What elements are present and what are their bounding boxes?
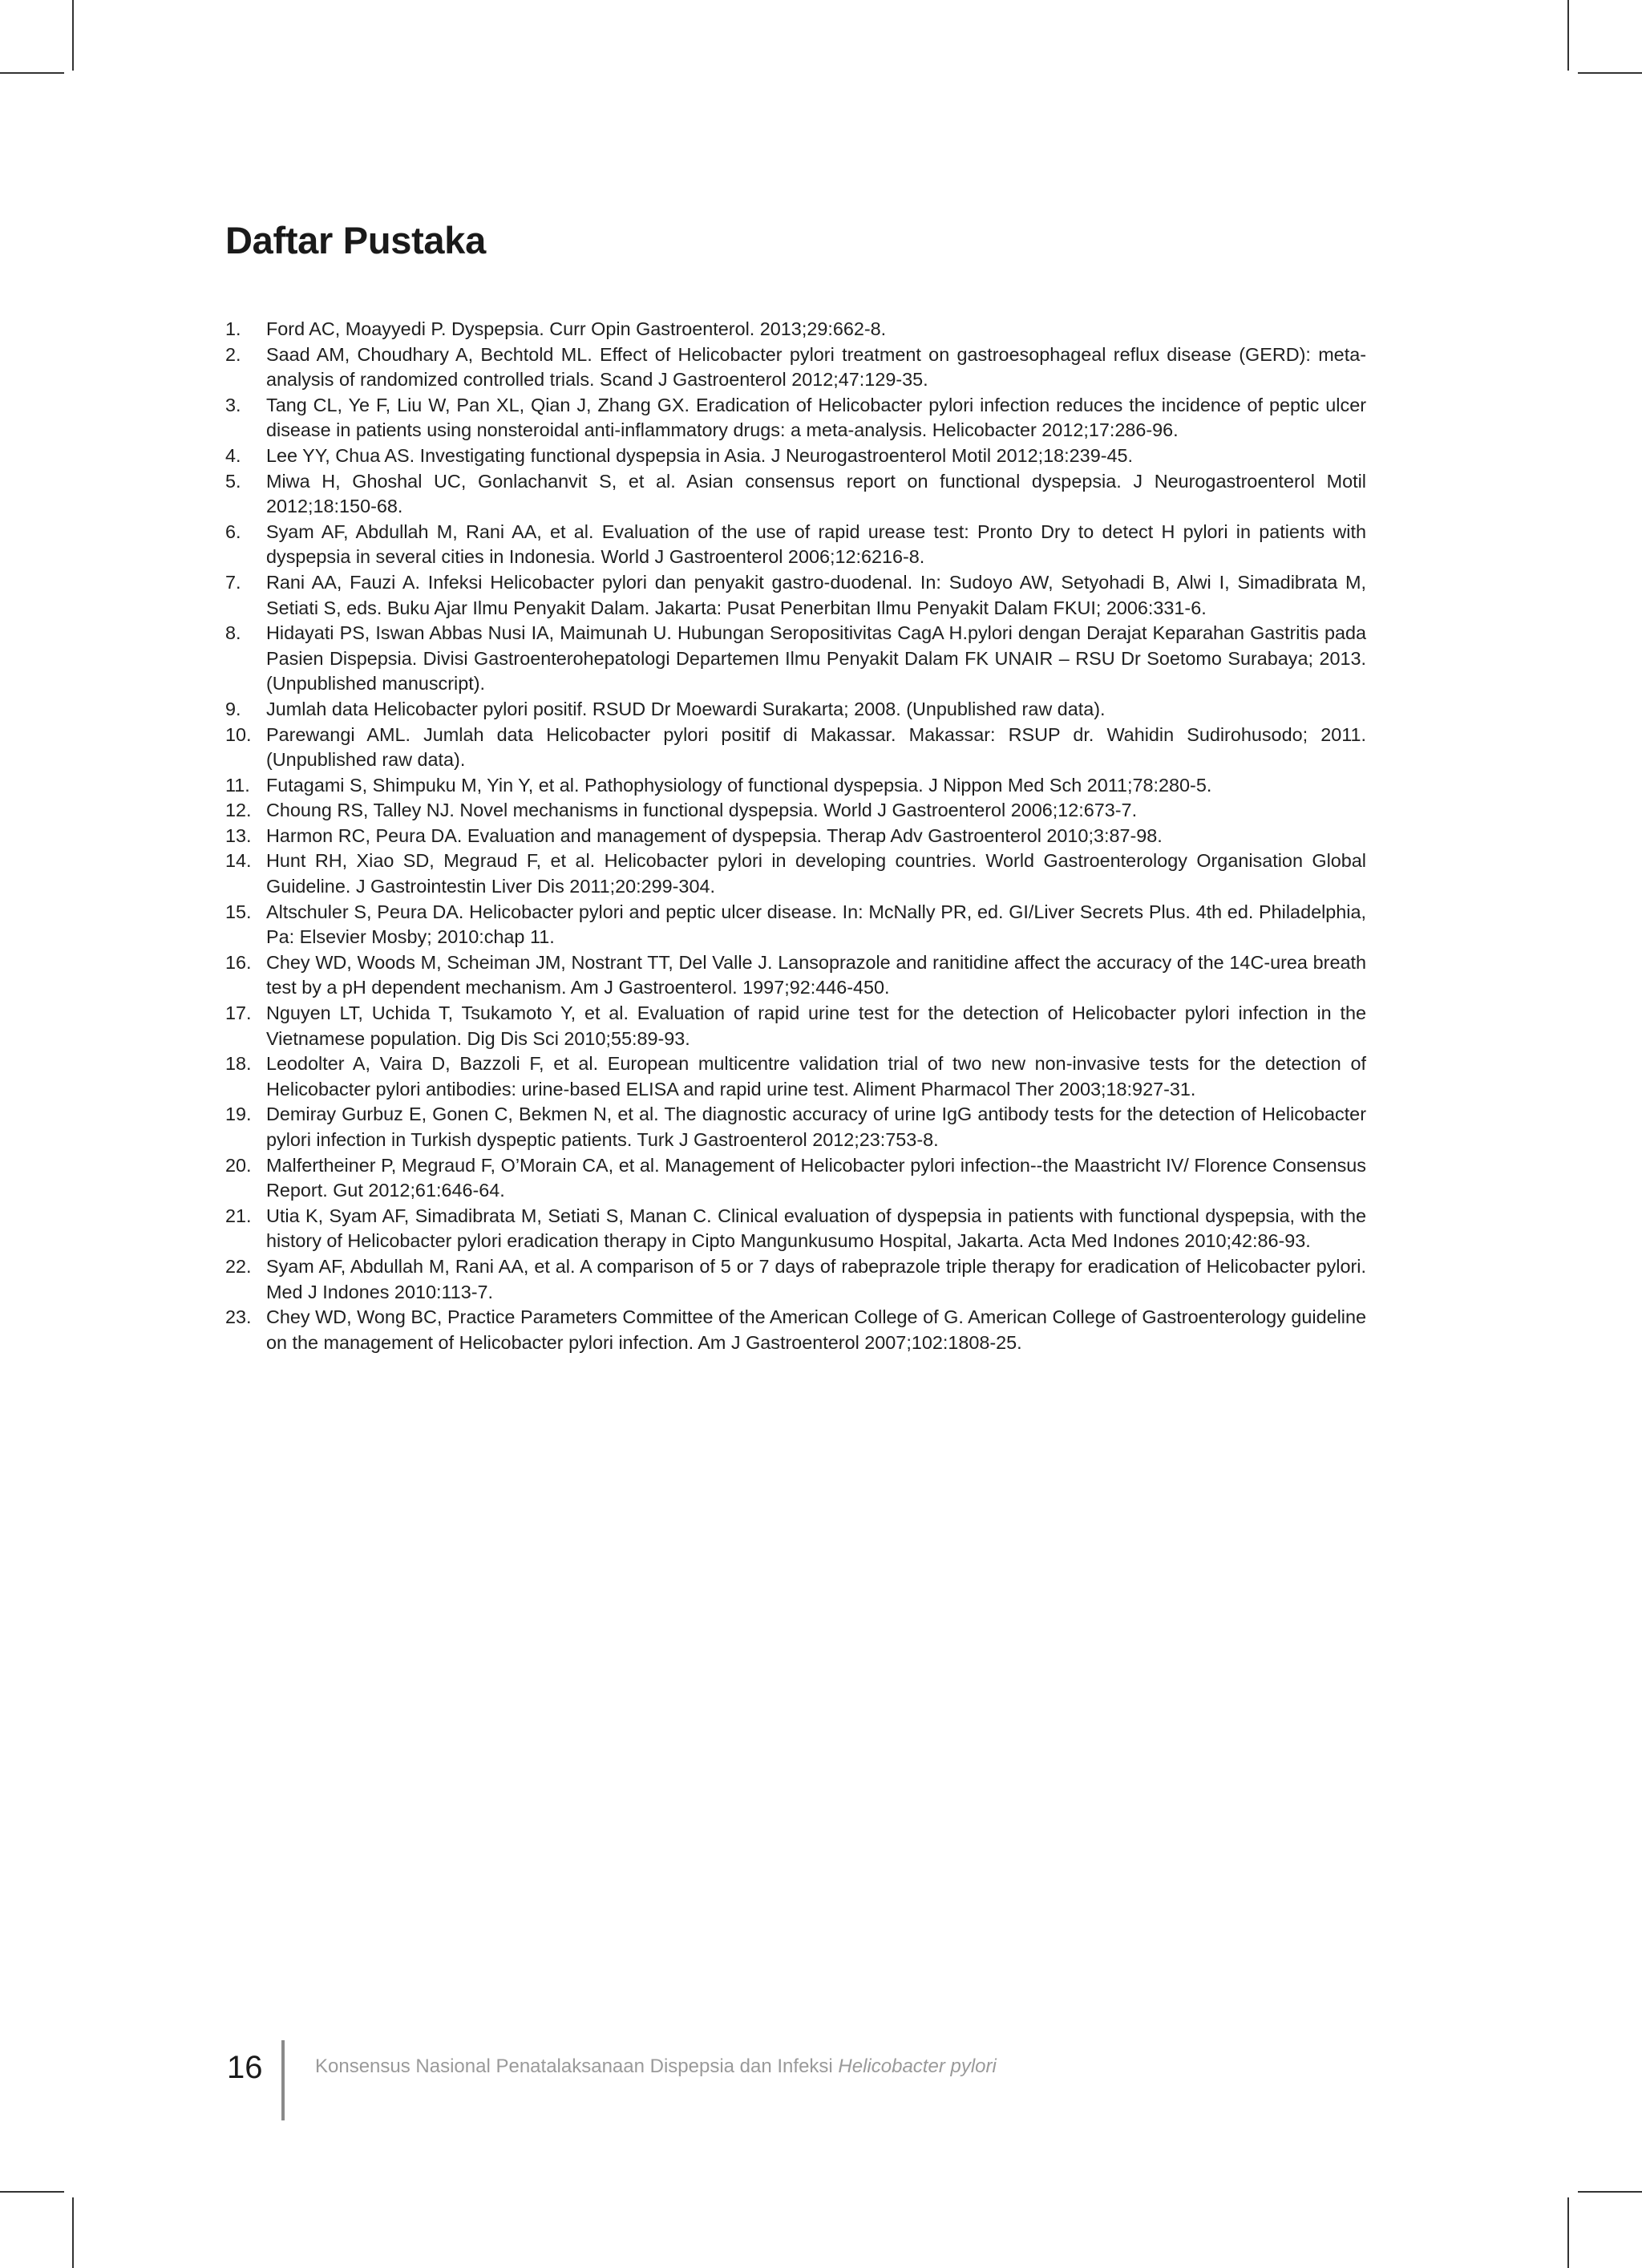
reference-text: Chey WD, Wong BC, Practice Parameters Committee of the American College of G. American College of Gastroenterology guideline on the management of Helicobacter pylori infection. Am J Gastroenterol 2007;102:1808-25.: [266, 1306, 1366, 1353]
reference-item: [225, 520, 1366, 570]
footer-divider: [281, 2040, 285, 2120]
reference-number: 5.: [225, 470, 241, 492]
reference-text: Demiray Gurbuz E, Gonen C, Bekmen N, et al. The diagnostic accuracy of urine IgG antibody tests for the detection of Helicobacter pylori infection in Turkish dyspeptic patients. Turk J Gastroenterol 2012;23:753-8.: [266, 1104, 1366, 1150]
reference-number: 7.: [225, 571, 241, 593]
reference-item: [225, 317, 1366, 342]
reference-item: [225, 469, 1366, 520]
reference-item: [225, 570, 1366, 621]
reference-text: Ford AC, Moayyedi P. Dyspepsia. Curr Opin Gastroenterol. 2013;29:662-8.: [266, 318, 887, 339]
crop-mark-top-right-horizontal: [1578, 72, 1642, 74]
reference-number: 2.: [225, 343, 241, 365]
running-footer-italic: Helicobacter pylori: [838, 2055, 997, 2077]
running-footer: [315, 2055, 997, 2078]
reference-number: 17.: [225, 1002, 252, 1024]
crop-mark-top-right-vertical: [1567, 0, 1569, 71]
reference-list: [225, 317, 1366, 1355]
reference-number: 9.: [225, 698, 241, 719]
crop-mark-bottom-left-vertical: [72, 2197, 74, 2268]
reference-text: Nguyen LT, Uchida T, Tsukamoto Y, et al. Evaluation of rapid urine test for the detection of Helicobacter pylori infection in the Vietnamese population. Dig Dis Sci 2010;55:89-93.: [266, 1002, 1366, 1049]
reference-item: [225, 393, 1366, 443]
reference-item: [225, 1204, 1366, 1254]
crop-mark-top-left-horizontal: [0, 72, 64, 74]
reference-item: [225, 1254, 1366, 1305]
reference-text: Saad AM, Choudhary A, Bechtold ML. Effect of Helicobacter pylori treatment on gastroesophageal reflux disease (GERD): meta-analysis of randomized controlled trials. Scand J Gastroenterol 2012;47:129-35.: [266, 343, 1366, 391]
reference-number: 6.: [225, 520, 241, 542]
reference-item: [225, 1001, 1366, 1051]
reference-number: 13.: [225, 824, 252, 846]
reference-item: [225, 848, 1366, 899]
reference-text: Rani AA, Fauzi A. Infeksi Helicobacter pylori dan penyakit gastro-duodenal. In: Sudoyo AW, Setyohadi B, Alwi I, Simadibrata M, Setiati S, eds. Buku Ajar Ilmu Penyakit Dalam. Jakarta: Pusat Penerbitan Ilmu Penyakit Dalam FKUI; 2006:331-6.: [266, 571, 1366, 618]
reference-text: Hidayati PS, Iswan Abbas Nusi IA, Maimunah U. Hubungan Seropositivitas CagA H.pylori dengan Derajat Keparahan Gastritis pada Pasien Dispepsia. Divisi Gastroenterohepatologi Departemen Ilmu Penyakit Dalam FK UNAIR – RSU Dr Soetomo Surabaya; 2013. (Unpublished manuscript).: [266, 622, 1366, 695]
reference-text: Chey WD, Woods M, Scheiman JM, Nostrant TT, Del Valle J. Lansoprazole and ranitidine affect the accuracy of the 14C-urea breath test by a pH dependent mechanism. Am J Gastroenterol. 1997;92:446-450.: [266, 951, 1366, 998]
reference-number: 20.: [225, 1154, 252, 1176]
reference-number: 10.: [225, 723, 252, 745]
reference-text: Leodolter A, Vaira D, Bazzoli F, et al. European multicentre validation trial of two new non-invasive tests for the detection of Helicobacter pylori antibodies: urine-based ELISA and rapid urine test. Aliment Pharmacol Ther 2003;18:927-31.: [266, 1053, 1366, 1100]
running-footer-text: Konsensus Nasional Penatalaksanaan Dispepsia dan Infeksi: [315, 2055, 839, 2077]
page-number: 16: [227, 2050, 263, 2085]
reference-item: [225, 342, 1366, 393]
reference-number: 22.: [225, 1255, 252, 1277]
crop-mark-bottom-right-vertical: [1567, 2197, 1569, 2268]
reference-number: 12.: [225, 800, 252, 821]
reference-number: 19.: [225, 1104, 252, 1125]
reference-number: 23.: [225, 1306, 252, 1328]
reference-item: [225, 950, 1366, 1001]
reference-item: [225, 697, 1366, 723]
reference-item: [225, 1102, 1366, 1152]
reference-item: [225, 723, 1366, 773]
reference-number: 15.: [225, 901, 252, 922]
reference-text: Hunt RH, Xiao SD, Megraud F, et al. Helicobacter pylori in developing countries. World Gastroenterology Organisation Global Guideline. J Gastrointestin Liver Dis 2011;20:299-304.: [266, 850, 1366, 897]
reference-text: Futagami S, Shimpuku M, Yin Y, et al. Pathophysiology of functional dyspepsia. J Nippon Med Sch 2011;78:280-5.: [266, 774, 1212, 796]
reference-number: 4.: [225, 444, 241, 466]
reference-text: Harmon RC, Peura DA. Evaluation and management of dyspepsia. Therap Adv Gastroenterol 2010;3:87-98.: [266, 824, 1163, 846]
reference-text: Syam AF, Abdullah M, Rani AA, et al. A comparison of 5 or 7 days of rabeprazole triple therapy for eradication of Helicobacter pylori. Med J Indones 2010:113-7.: [266, 1255, 1366, 1302]
reference-number: 21.: [225, 1205, 252, 1226]
reference-number: 1.: [225, 318, 241, 339]
reference-item: [225, 773, 1366, 799]
reference-text: Miwa H, Ghoshal UC, Gonlachanvit S, et al. Asian consensus report on functional dyspepsia. J Neurogastroenterol Motil 2012;18:150-68.: [266, 470, 1366, 517]
reference-item: [225, 621, 1366, 697]
reference-text: Utia K, Syam AF, Simadibrata M, Setiati S, Manan C. Clinical evaluation of dyspepsia in patients with functional dyspepsia, with the history of Helicobacter pylori eradication therapy in Cipto Mangunkusumo Hospital, Jakarta. Acta Med Indones 2010;42:86-93.: [266, 1205, 1366, 1252]
reference-item: [225, 443, 1366, 469]
reference-text: Lee YY, Chua AS. Investigating functional dyspepsia in Asia. J Neurogastroenterol Motil 2012;18:239-45.: [266, 444, 1134, 466]
reference-item: [225, 798, 1366, 824]
reference-item: [225, 1153, 1366, 1204]
reference-number: 18.: [225, 1053, 252, 1075]
reference-number: 14.: [225, 850, 252, 872]
reference-text: Choung RS, Talley NJ. Novel mechanisms in functional dyspepsia. World J Gastroenterol 2006;12:673-7.: [266, 800, 1138, 821]
reference-text: Parewangi AML. Jumlah data Helicobacter pylori positif di Makassar. Makassar: RSUP dr. Wahidin Sudirohusodo; 2011. (Unpublished raw data).: [266, 723, 1366, 771]
reference-number: 8.: [225, 622, 241, 644]
reference-item: [225, 1305, 1366, 1355]
reference-item: [225, 900, 1366, 950]
reference-number: 11.: [225, 774, 250, 796]
crop-mark-top-left-vertical: [72, 0, 74, 71]
reference-text: Altschuler S, Peura DA. Helicobacter pylori and peptic ulcer disease. In: McNally PR, ed. GI/Liver Secrets Plus. 4th ed. Philadelphia, Pa: Elsevier Mosby; 2010:chap 11.: [266, 901, 1366, 948]
reference-item: [225, 1051, 1366, 1102]
reference-number: 16.: [225, 951, 252, 973]
reference-text: Malfertheiner P, Megraud F, O’Morain CA, et al. Management of Helicobacter pylori infection--the Maastricht IV/ Florence Consensus Report. Gut 2012;61:646-64.: [266, 1154, 1366, 1201]
crop-mark-bottom-right-horizontal: [1578, 2191, 1642, 2193]
reference-text: Syam AF, Abdullah M, Rani AA, et al. Evaluation of the use of rapid urease test: Pronto Dry to detect H pylori in patients with dyspepsia in several cities in Indonesia. World J Gastroenterol 2006;12:6216-8.: [266, 520, 1366, 568]
reference-text: Tang CL, Ye F, Liu W, Pan XL, Qian J, Zhang GX. Eradication of Helicobacter pylori infection reduces the incidence of peptic ulcer disease in patients using nonsteroidal anti-inflammatory drugs: a meta-analysis. Helicobacter 2012;17:286-96.: [266, 394, 1366, 441]
reference-number: 3.: [225, 394, 241, 415]
reference-item: [225, 824, 1366, 849]
page-heading: Daftar Pustaka: [225, 219, 486, 261]
reference-text: Jumlah data Helicobacter pylori positif. RSUD Dr Moewardi Surakarta; 2008. (Unpublished raw data).: [266, 698, 1106, 719]
crop-mark-bottom-left-horizontal: [0, 2191, 64, 2193]
